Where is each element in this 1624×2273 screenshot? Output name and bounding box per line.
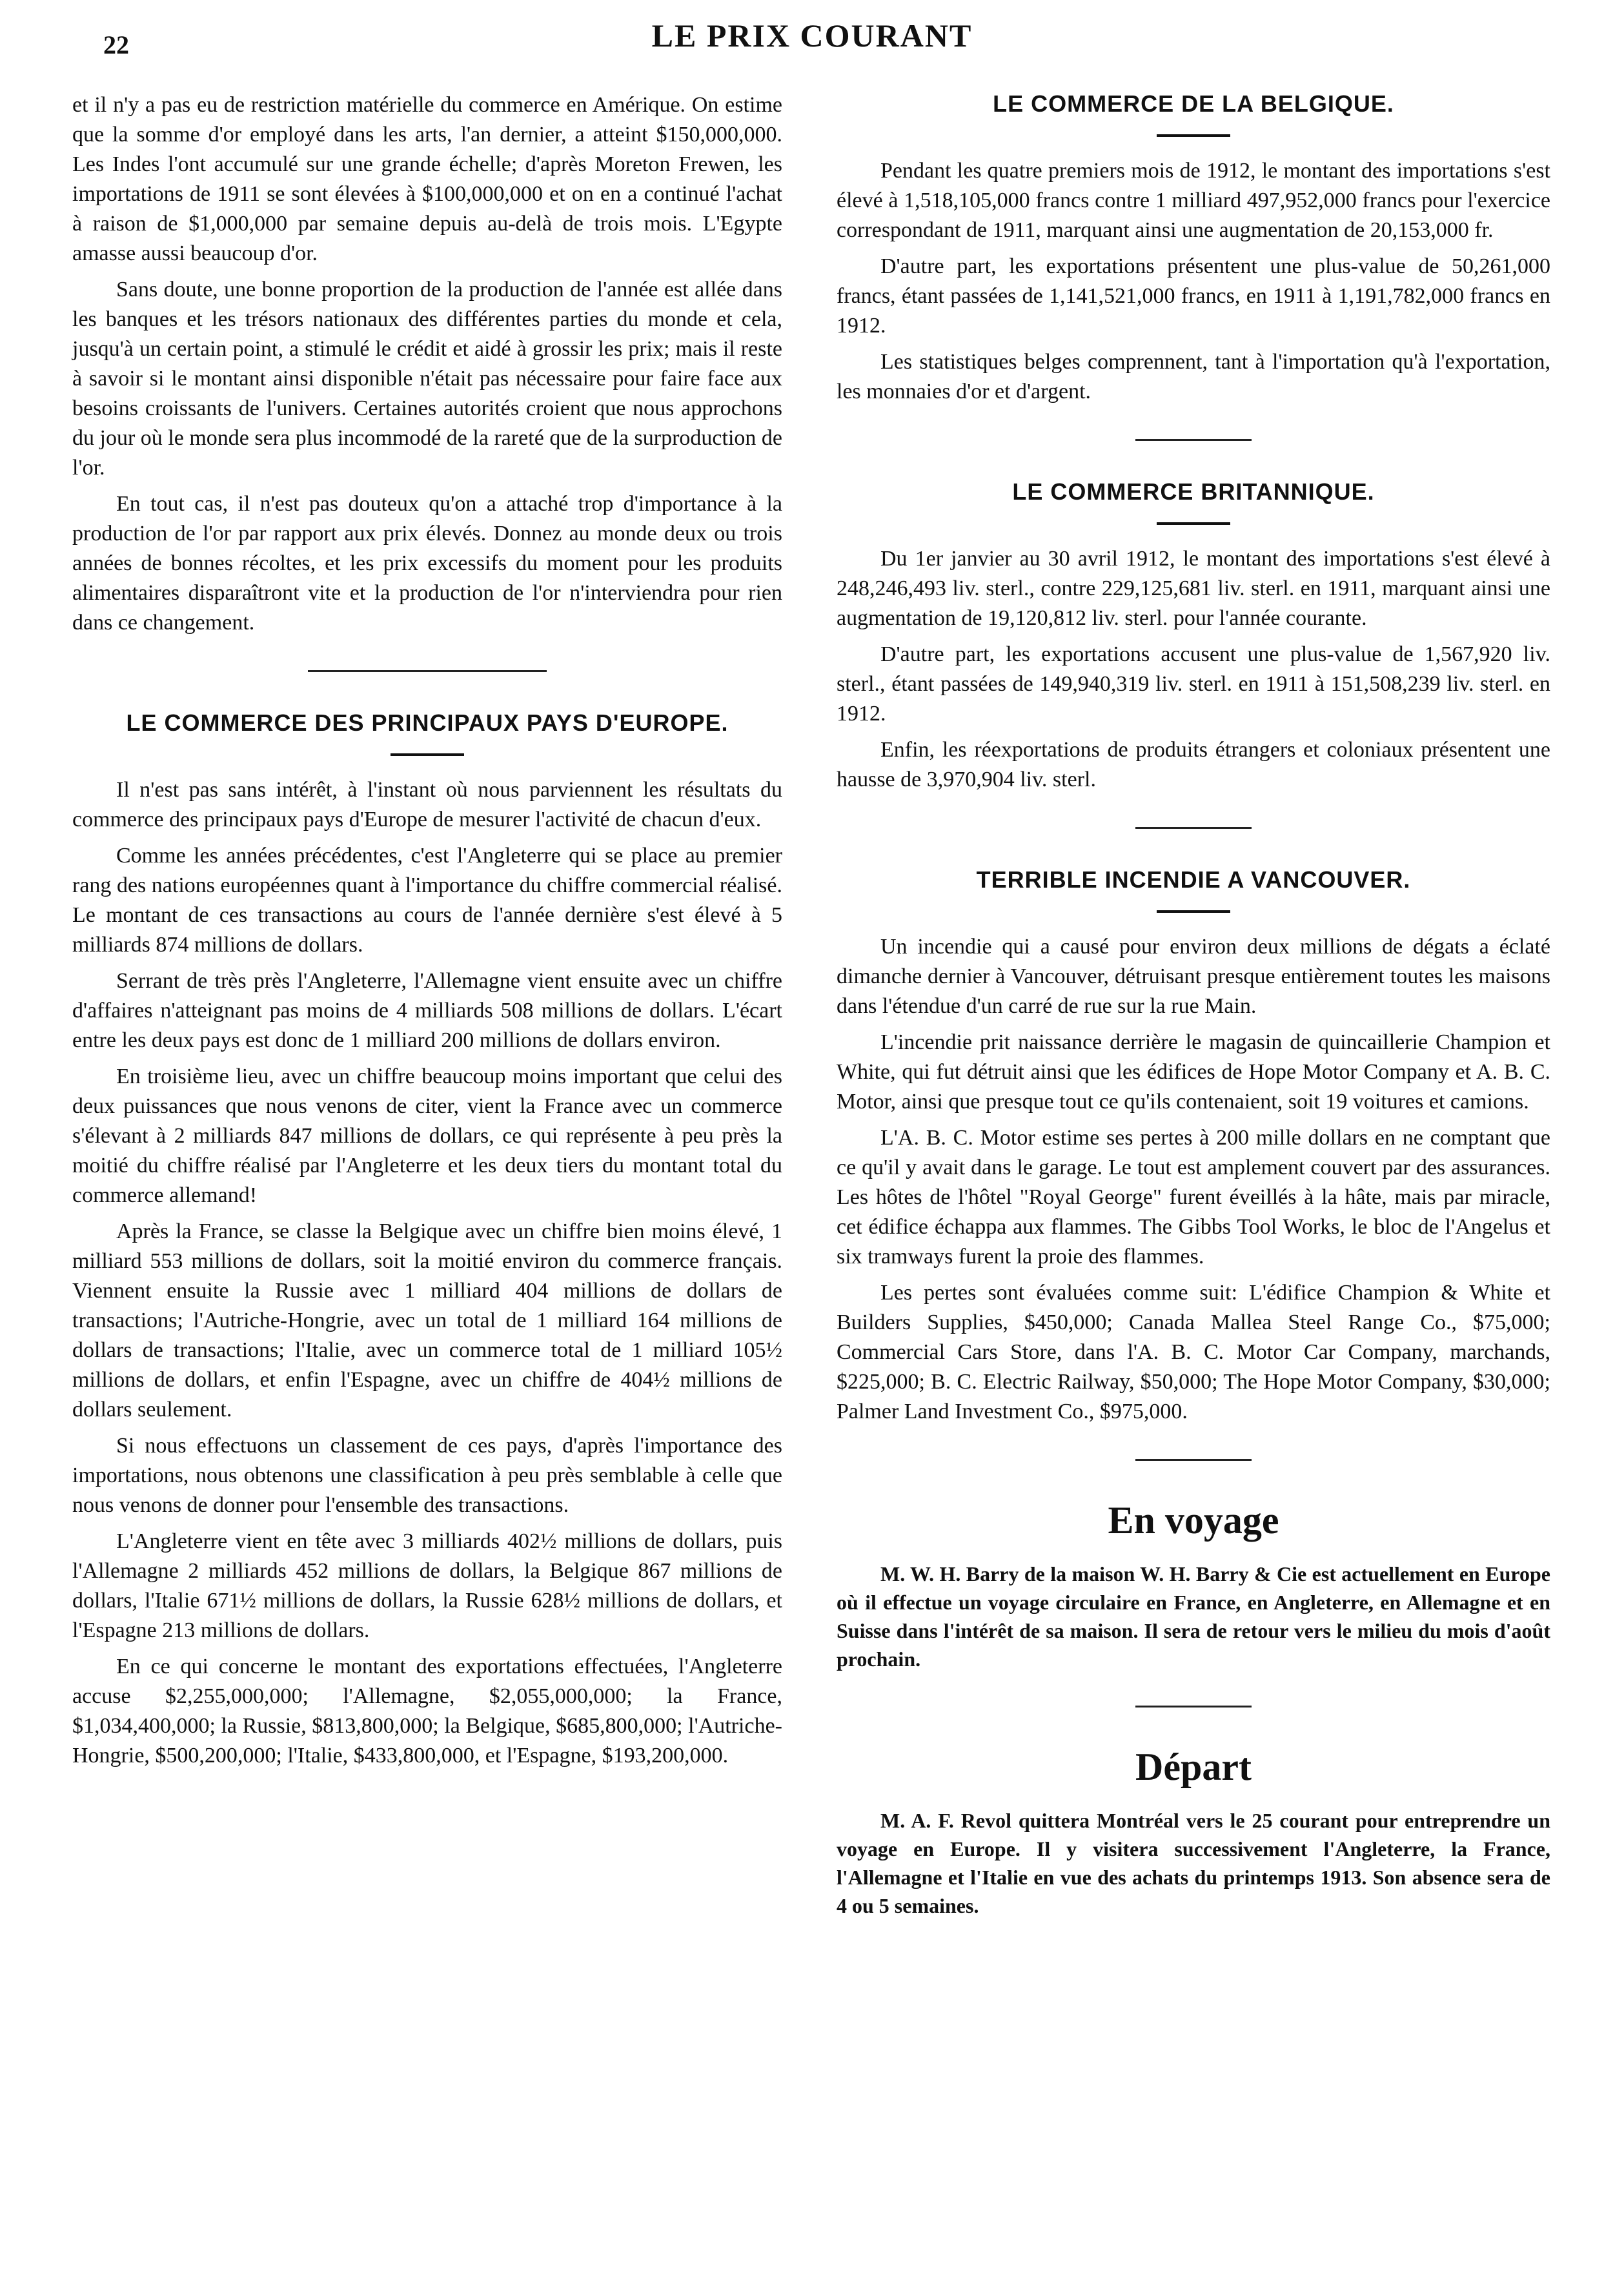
running-head: LE PRIX COURANT: [651, 17, 973, 54]
europe-paragraph: Si nous effectuons un classement de ces pays, d'après l'importance des importations, nous obtenons une classification à peu près semblable à celle que nous venons de donner pour l'ensemble des transactions.: [72, 1434, 782, 1517]
heading-rule: [391, 753, 464, 756]
europe-paragraph: Il n'est pas sans intérêt, à l'instant où nous parviennent les résultats du commerce des principaux pays d'Europe de mesurer l'activité de chacun d'eux.: [72, 778, 782, 831]
belgique-paragraph: D'autre part, les exportations présentent une plus-value de 50,261,000 francs, étant passées de 1,141,521,000 francs, en 1911 à 1,191,782,000 francs en 1912.: [837, 254, 1550, 338]
section-divider: [1135, 827, 1252, 829]
voyage-heading: En voyage: [1108, 1499, 1279, 1542]
europe-paragraph: En ce qui concerne le montant des exportations effectuées, l'Angleterre accuse $2,255,000,000; l'Allemagne, $2,055,000,000; la France, $1,034,400,000; la Russie, $813,800,000; la Belgique, $685,800,000; l'Autriche-Hongrie, $500,200,000; l'Italie, $433,800,000, et l'Espagne, $193,200,000.: [72, 1655, 782, 1768]
voyage-notice: M. W. H. Barry de la maison W. H. Barry & Cie est actuellement en Europe où il effectue un voyage circulaire en France, en Angleterre, en Allemagne et en Suisse dans l'intérêt de sa maison. Il sera de retour vers le milieu du mois d'août prochain.: [837, 1562, 1550, 1671]
heading-rule: [1157, 134, 1230, 137]
britannique-heading: LE COMMERCE BRITANNIQUE.: [1012, 478, 1375, 505]
belgique-heading: LE COMMERCE DE LA BELGIQUE.: [993, 90, 1394, 117]
depart-notice: M. A. F. Revol quittera Montréal vers le 25 courant pour entreprendre un voyage en Europe. Il y visitera successivement l'Angleterre, la France, l'Allemagne et l'Italie en vue des achats du printemps 1913. Son absence sera de 4 ou 5 semaines.: [837, 1809, 1550, 1917]
belgique-paragraph: Les statistiques belges comprennent, tant à l'importation qu'à l'exportation, les monnaies d'or et d'argent.: [837, 350, 1550, 403]
depart-heading: Départ: [1135, 1746, 1252, 1788]
section-divider: [308, 670, 547, 672]
europe-paragraph: En troisième lieu, avec un chiffre beaucoup moins important que celui des deux puissances que nous venons de citer, vient la France avec un commerce s'élevant à 2 milliards 847 millions de dollars, ce qui représente à peu près la moitié du chiffre réalisé par l'Angleterre et les deux tiers du montant total du commerce allemand!: [72, 1065, 782, 1207]
right-column: [837, 90, 1550, 1926]
intro-paragraph: et il n'y a pas eu de restriction matérielle du commerce en Amérique. On estime que la somme d'or employé dans les arts, l'an dernier, a atteint $150,000,000. Les Indes l'ont accumulé sur une grande échelle; d'après Moreton Frewen, les importations de 1911 se sont élevées à $100,000,000 et on en a continué l'achat à raison de $1,000,000 par semaine depuis au-delà de trois mois. L'Egypte amasse aussi beaucoup d'or.: [72, 93, 782, 265]
europe-paragraph: L'Angleterre vient en tête avec 3 milliards 402½ millions de dollars, puis l'Allemagne 2 milliards 452 millions de dollars, la Belgique 867 millions de dollars, l'Italie 671½ millions de dollars, la Russie 628½ millions de dollars, et l'Espagne 213 millions de dollars.: [72, 1529, 782, 1642]
europe-paragraph: Après la France, se classe la Belgique avec un chiffre bien moins élevé, 1 milliard 553 millions de dollars, soit la moitié environ du commerce français. Viennent ensuite la Russie avec 1 milliard 404 millions de dollars de transactions; l'Autriche-Hongrie, avec un total de 1 milliard 164 millions de dollars de transactions; l'Italie, avec un commerce total de 1 milliard 105½ millions de dollars, et enfin l'Espagne, avec un chiffre de 404½ millions de dollars seulement.: [72, 1219, 782, 1422]
britannique-paragraph: Enfin, les réexportations de produits étrangers et coloniaux présentent une hausse de 3,970,904 liv. sterl.: [837, 738, 1550, 791]
vancouver-paragraph: Un incendie qui a causé pour environ deux millions de dégats a éclaté dimanche dernier à Vancouver, détruisant presque entièrement toutes les maisons dans l'étendue d'un carré de rue sur la rue Main.: [837, 935, 1550, 1018]
vancouver-heading: TERRIBLE INCENDIE A VANCOUVER.: [976, 866, 1411, 893]
britannique-paragraph: Du 1er janvier au 30 avril 1912, le montant des importations s'est élevé à 248,246,493 liv. sterl., contre 229,125,681 liv. sterl. en 1911, marquant ainsi une augmentation de 19,120,812 liv. sterl. pour l'année courante.: [837, 547, 1550, 630]
section-divider: [1135, 1706, 1252, 1707]
vancouver-paragraph: L'incendie prit naissance derrière le magasin de quincaillerie Champion et White, qui fut détruit ainsi que les édifices de Hope Motor Company et A. B. C. Motor, ainsi que presque tout ce qu'ils contenaient, soit 19 voitures et camions.: [837, 1030, 1550, 1114]
vancouver-paragraph: L'A. B. C. Motor estime ses pertes à 200 mille dollars en ne comptant que ce qu'il y avait dans le garage. Le tout est amplement couvert par des assurances. Les hôtes de l'hôtel "Royal George" furent éveillés à la hâte, mais par miracle, cet édifice échappa aux flammes. The Gibbs Tool Works, le bloc de l'Angelus et six tramways furent la proie des flammes.: [837, 1126, 1550, 1269]
britannique-paragraph: D'autre part, les exportations accusent une plus-value de 1,567,920 liv. sterl., étant passées de 149,940,319 liv. sterl. en 1911 à 151,508,239 liv. sterl. en 1912.: [837, 642, 1550, 726]
intro-paragraph: Sans doute, une bonne proportion de la production de l'année est allée dans les banques et les trésors nationaux des différentes parties du monde et cela, jusqu'à un certain point, a stimulé le crédit et aidé à grossir les prix; mais il reste à savoir si le montant ainsi disponible n'était pas nécessaire pour faire face aux besoins croissants de l'univers. Certaines autorités croient que nous approchons du jour où le monde sera plus incommodé de la rareté que de la surproduction de l'or.: [72, 278, 782, 480]
heading-rule: [1157, 910, 1230, 913]
left-column: [72, 90, 782, 1777]
europe-paragraph: Serrant de très près l'Angleterre, l'Allemagne vient ensuite avec un chiffre d'affaires n'atteignant pas moins de 4 milliards 508 millions de dollars. L'écart entre les deux pays est donc de 1 milliard 200 millions de dollars environ.: [72, 969, 782, 1052]
intro-paragraph: En tout cas, il n'est pas douteux qu'on a attaché trop d'importance à la production de l'or par rapport aux prix élevés. Donnez au monde deux ou trois années de bonnes récoltes, et les prix excessifs du moment pour les produits alimentaires disparaîtront vite et la production de l'or n'interviendra pour rien dans ce changement.: [72, 492, 782, 635]
vancouver-paragraph: Les pertes sont évaluées comme suit: L'édifice Champion & White et Builders Supplies, $450,000; Canada Mallea Steel Range Co., $75,000; Commercial Cars Store, dans l'A. B. C. Motor Car Company, marchands, $225,000; B. C. Electric Railway, $50,000; The Hope Motor Company, $30,000; Palmer Land Investment Co., $975,000.: [837, 1281, 1550, 1423]
section-divider: [1135, 439, 1252, 441]
belgique-paragraph: Pendant les quatre premiers mois de 1912, le montant des importations s'est élevé à 1,518,105,000 francs contre 1 milliard 497,952,000 francs pour l'exercice correspondant de 1911, marquant ainsi une augmentation de 20,153,000 fr.: [837, 159, 1550, 242]
europe-heading: LE COMMERCE DES PRINCIPAUX PAYS D'EUROPE.: [126, 709, 729, 736]
page-number: 22: [103, 30, 129, 59]
heading-rule: [1157, 522, 1230, 525]
europe-paragraph: Comme les années précédentes, c'est l'Angleterre qui se place au premier rang des nations européennes quant à l'importance du chiffre commercial réalisé. Le montant de ces transactions au cours de l'année dernière s'est élevé à 5 milliards 874 millions de dollars.: [72, 844, 782, 957]
section-divider: [1135, 1459, 1252, 1461]
